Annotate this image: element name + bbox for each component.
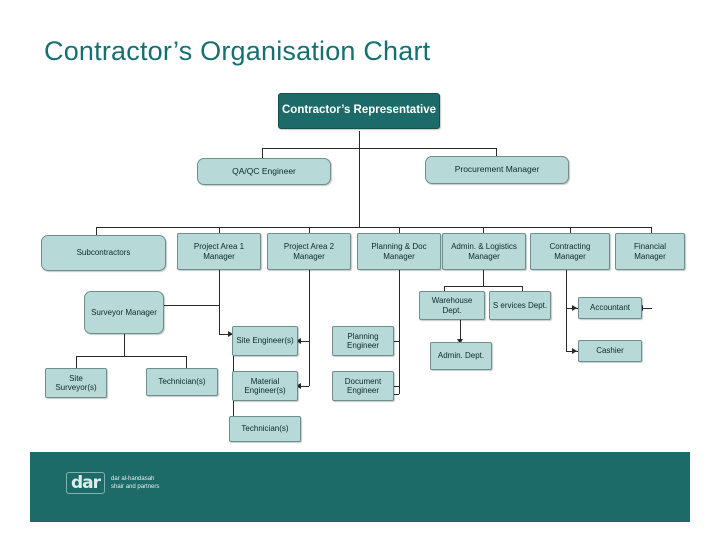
node-label: Subcontractors [76,248,131,258]
node-label: Site Surveyor(s) [55,373,97,392]
connector [399,270,400,394]
node-label: S ervices Dept. [492,300,548,310]
node-technicians-surveyor[interactable] [146,368,218,396]
connector [186,356,187,368]
node-services-dept[interactable] [489,291,551,320]
connector [262,148,496,149]
connector [444,286,522,287]
node-label: Document Engineer [344,376,382,395]
node-project-area-2-manager[interactable] [267,233,351,270]
node-label: Technician(s) [158,377,206,387]
node-accountant[interactable] [578,297,642,319]
node-subcontractors[interactable] [41,235,166,271]
node-label: Warehouse Dept. [431,296,473,315]
node-admin-dept[interactable] [430,342,492,370]
node-admin-and-logistics-manager[interactable] [442,233,526,270]
node-document-engineer[interactable] [332,371,394,401]
node-cashier[interactable] [578,340,642,362]
node-label: Technician(s) [241,424,289,434]
node-warehouse-dept[interactable] [419,291,485,320]
node-label: Cashier [596,346,624,356]
node-label: QA/QC Engineer [232,165,296,176]
node-label: Admin. Dept. [437,351,485,361]
connector [76,356,77,368]
node-label: Material Engineer(s) [244,376,286,395]
connector-arrow [572,348,577,354]
node-planning-engineer[interactable] [332,326,394,356]
page-title: Contractor’s Organisation Chart [44,36,431,66]
node-material-engineers[interactable] [232,371,298,401]
node-project-area-1-manager[interactable] [177,233,261,270]
connector [359,131,360,227]
connector [76,356,186,357]
node-label: Financial Manager [633,242,666,261]
node-label: Planning & Doc Manager [371,242,427,261]
node-qaqc-engineer[interactable] [197,158,331,185]
node-contracting-manager[interactable] [530,233,610,270]
node-site-surveyors[interactable] [45,368,107,398]
node-planning-and-doc-manager[interactable] [357,233,441,270]
node-label: Project Area 2 Manager [283,242,335,261]
connector [219,270,220,334]
logo-wordmark [111,475,159,491]
connector [566,308,567,351]
node-label: Contracting Manager [549,242,591,261]
connector-arrow [572,305,577,311]
node-contractors-representative[interactable] [278,93,440,129]
node-label: Surveyor Manager [91,307,157,317]
connector [483,270,484,286]
node-label: Project Area 1 Manager [193,242,245,261]
company-logo [66,472,159,494]
logo-name: dar al-handasah [111,475,155,482]
node-technicians-site[interactable] [229,416,301,442]
node-site-engineers[interactable] [232,326,298,356]
node-label: Procurement Manager [454,164,540,175]
node-procurement-manager[interactable] [425,156,569,184]
connector [566,270,567,308]
logo-tagline: shair and partners [111,484,160,490]
node-label: Contractor’s Representative [281,104,437,117]
connector [96,227,651,228]
node-label: Site Engineer(s) [236,336,294,346]
connector [124,334,125,356]
node-label: Accountant [589,303,631,313]
connector [262,148,263,158]
node-surveyor-manager[interactable] [84,291,164,334]
node-label: Planning Engineer [346,331,380,350]
logo-mark: dar [66,472,105,494]
connector [309,270,310,386]
node-financial-manager[interactable] [615,233,685,270]
node-label: Admin. & Logistics Manager [451,242,517,261]
